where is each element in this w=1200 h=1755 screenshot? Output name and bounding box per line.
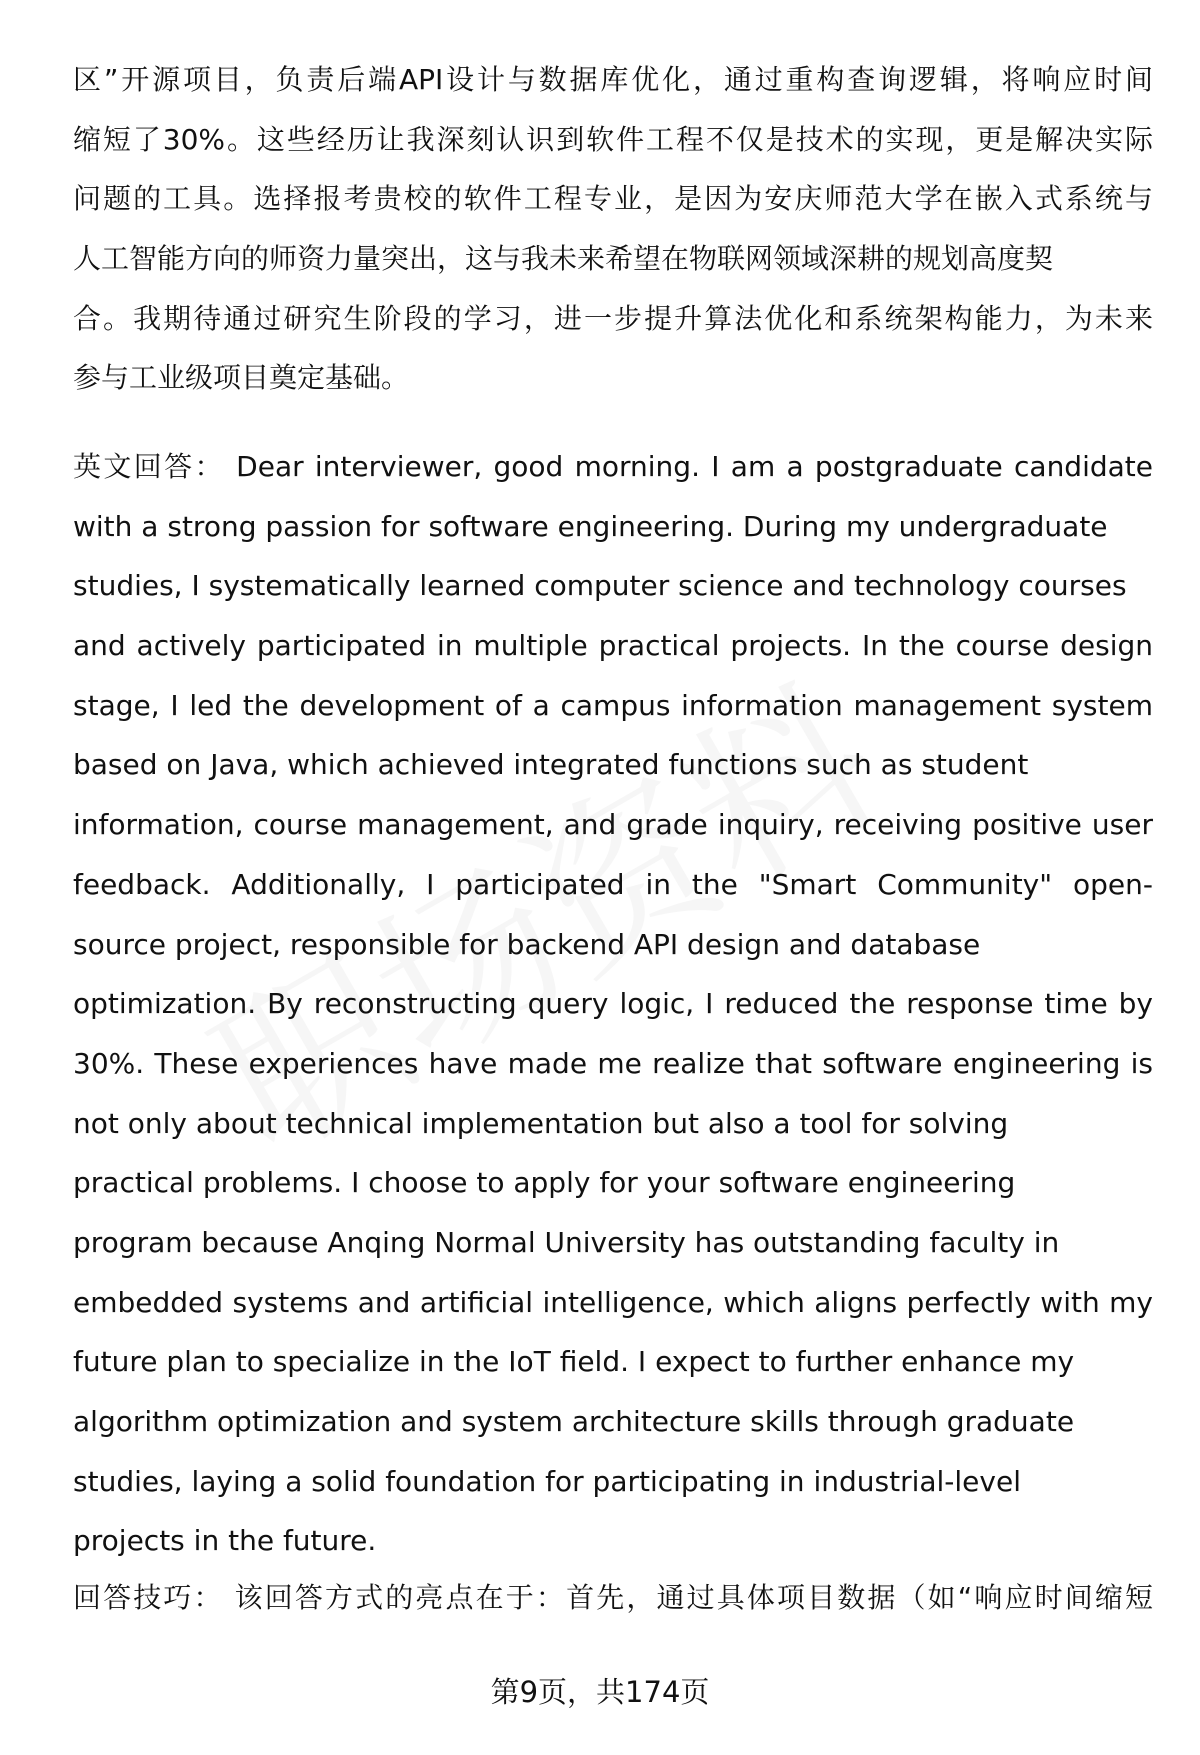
text-line: 区”开源项目，负责后端API设计与数据库优化，通过重构查询逻辑，将响应时间: [73, 63, 1153, 96]
text-line: future plan to specialize in the IoT field. I expect to further enhance my: [73, 1345, 1075, 1379]
text-line: based on Java, which achieved integrated functions such as student: [73, 748, 1029, 782]
text-line: with a strong passion for software engineering. During my undergraduate: [73, 509, 1108, 543]
text-line: 缩短了30%。这些经历让我深刻认识到软件工程不仅是技术的实现，更是解决实际: [73, 122, 1153, 156]
text-line: 合。我期待通过研究生阶段的学习，进一步提升算法优化和系统架构能力，为未来: [73, 301, 1153, 335]
text-line: not only about technical implementation but also a tool for solving: [73, 1106, 1009, 1140]
answer-tips-paragraph: [73, 1568, 1153, 1628]
text-line: program because Anqing Normal University has outstanding faculty in: [73, 1225, 1060, 1259]
text-line: studies, laying a solid foundation for participating in industrial-level: [73, 1464, 1021, 1498]
text-line: 参与工业级项目奠定基础。: [73, 361, 410, 395]
page-number: 第9页，共174页: [490, 1675, 710, 1709]
text-line: 回答技巧： 该回答方式的亮点在于：首先，通过具体项目数据（如“响应时间缩短: [73, 1581, 1153, 1614]
text-line: feedback. Additionally, I participated in the "Smart Community" open-: [73, 867, 1153, 901]
text-line: projects in the future.: [73, 1524, 377, 1558]
text-line: algorithm optimization and system architecture skills through graduate: [73, 1405, 1075, 1438]
text-line: embedded systems and artificial intelligence, which aligns perfectly with my: [73, 1285, 1153, 1319]
text-line: 问题的工具。选择报考贵校的软件工程专业，是因为安庆师范大学在嵌入式系统与: [73, 182, 1153, 216]
text-line: 英文回答： Dear interviewer, good morning. I am a postgraduate candidate: [73, 450, 1153, 483]
text-line: information, course management, and grade inquiry, receiving positive user: [73, 808, 1153, 842]
text-line: studies, I systematically learned computer science and technology courses: [73, 569, 1127, 603]
text-line: optimization. By reconstructing query logic, I reduced the response time by: [73, 987, 1153, 1021]
text-line: and actively participated in multiple practical projects. In the course design: [73, 629, 1153, 663]
text-line: stage, I led the development of a campus information management system: [73, 688, 1153, 722]
text-line: 人工智能方向的师资力量突出，这与我未来希望在物联网领域深耕的规划高度契: [73, 242, 1054, 276]
text-line: 30%. These experiences have made me realize that software engineering is: [73, 1046, 1153, 1080]
chinese-answer-paragraph: [73, 50, 1153, 408]
text-line: source project, responsible for backend API design and database: [73, 927, 981, 961]
english-answer-paragraph: [73, 437, 1153, 1571]
text-line: practical problems. I choose to apply for your software engineering: [73, 1166, 1016, 1200]
